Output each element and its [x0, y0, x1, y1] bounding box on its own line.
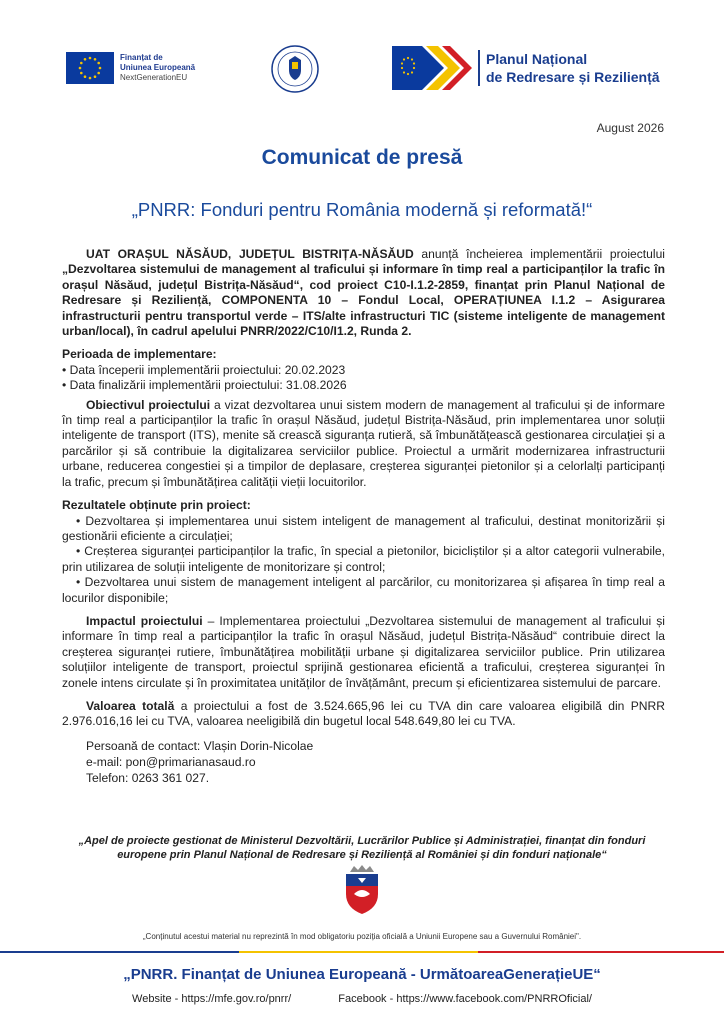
pnrr-logo: [392, 46, 660, 90]
results-item: • Dezvoltarea și implementarea unui sistem inteligent de management al traficului, destinat monitorizării și gestionării eficiente a circulației;: [62, 514, 665, 545]
pnrr-text-line1: Planul Național: [486, 51, 588, 67]
call-statement: „Apel de proiecte gestionat de Ministerul Dezvoltării, Lucrărilor Publice și Administrației, finanțat din fonduri europene prin Planul Național de Redresare și Reziliență al României și din fonduri naționale“: [78, 835, 646, 861]
page-title: Comunicat de presă: [261, 146, 463, 169]
government-crest-icon: [270, 44, 320, 94]
eu-text-line2: Uniunea Europeană: [120, 63, 196, 72]
intro-bold2: „Dezvoltarea sistemului de management al traficului și informare în timp real a participanților la trafic în orașul Năsăud, județul Bistrița-Năsăud“, cod proiect C10-I.1.2-2859, finanțat prin Planul Național de Redresare și Reziliență, COMPONENTA 10 – Fondul Local, OPERAȚIUNEA I.1.2 – Asigurarea infrastructurii pentru transportul verde – ITS/alte infrastructuri TIC (sisteme inteligente de management urban/local), în cadrul apelului PNRR/2022/C10/I1.2, Runda 2.: [62, 262, 665, 339]
objective-paragraph: [62, 398, 665, 490]
disclaimer-text: „Conținutul acestui material nu reprezintă în mod obligatoriu poziția oficială a Uniunii Europene sau a Guvernului României".: [142, 932, 582, 941]
contact-phone: Telefon: 0263 361 027.: [86, 770, 210, 785]
eu-flag-icon: [66, 52, 114, 84]
footer-facebook-link[interactable]: Facebook - https://www.facebook.com/PNRROficial/: [338, 993, 592, 1005]
value-bold: Valoarea totală: [86, 698, 175, 713]
intro-text1: anunță încheierea implementării proiectului: [413, 247, 665, 261]
eu-text-line1: Finanțat de: [120, 53, 163, 62]
intro-bold1: UAT ORAȘUL NĂSĂUD, JUDEȚUL BISTRIȚA-NĂSĂUD: [86, 247, 414, 261]
objective-text: a vizat dezvoltarea unui sistem modern de management al traficului și de informare în timp real a participanților la trafic în orașul Năsăud, județul Bistrița-Năsăud, prin implementarea unor soluții inteligente de transport (ITS), menite să crească siguranța rutieră, să îmbunătățească gestionarea circulației și a parcărilor și să contribuie la digitalizarea serviciilor publice. Proiectul a urmărit modernizarea infrastructurii urbane, reducerea congestiei și a timpilor de deplasare, creșterea siguranței pietonilor și a celorlalți participanți la trafic, precum și îmbunătățirea calității vieții locuitorilor.: [62, 397, 665, 489]
footer-website-link[interactable]: Website - https://mfe.gov.ro/pnrr/: [132, 993, 292, 1005]
header-logos: [0, 40, 724, 100]
footer-links: [0, 993, 724, 1005]
intro-paragraph: [62, 247, 665, 339]
eu-funding-logo: [66, 52, 195, 84]
contact-person: Persoană de contact: Vlașin Dorin-Nicolae: [86, 738, 314, 753]
impact-bold: Impactul proiectului: [86, 613, 203, 628]
results-item: • Creșterea siguranței participanților la trafic, în special a pietonilor, bicicliștilor și a altor categorii vulnerabile, prin utilizarea de soluții inteligente de monitorizare și control;: [62, 544, 665, 575]
period-item-end: • Data finalizării implementării proiectului: 31.08.2026: [62, 378, 665, 393]
page-subtitle: „PNRR: Fonduri pentru România modernă și reformată!“: [131, 199, 593, 220]
pnrr-text-line2: de Redresare și Reziliență: [486, 69, 660, 85]
pnrr-logo-text: [478, 50, 660, 86]
pnrr-flag-icon: [392, 46, 472, 90]
contact-block: [86, 738, 665, 786]
period-item-start: • Data începerii implementării proiectului: 20.02.2023: [62, 363, 665, 378]
tricolor-divider: [0, 951, 724, 953]
press-date: August 2026: [596, 121, 664, 135]
footer-title: „PNRR. Finanțat de Uniunea Europeană - UrmătoareaGenerațieUE“: [123, 966, 601, 983]
period-heading: Perioada de implementare:: [62, 347, 217, 362]
eu-funding-text: [120, 53, 195, 83]
contact-email[interactable]: e-mail: pon@primarianasaud.ro: [86, 754, 256, 769]
press-body: [62, 247, 665, 786]
eu-text-line3: NextGenerationEU: [120, 73, 188, 82]
objective-bold: Obiectivul proiectului: [86, 397, 211, 412]
impact-paragraph: [62, 614, 665, 691]
impact-text: – Implementarea proiectului „Dezvoltarea sistemului de management al traficului și informare în timp real a participanților la trafic în orașul Năsăud, județul Bistrița-Năsăud“ contribuie direct la creșterea siguranței rutiere, îmbunătățirea mobilității urbane și digitalizarea serviciilor publice. Prin utilizarea soluțiilor inteligente de transport, proiectul sprijină gestionarea eficientă a traficului, creșterea siguranței în zonele intens circulate și în proximitatea unităților de învățământ, precum și eficientizarea sistemului de parcare.: [62, 613, 665, 690]
town-coat-of-arms-icon: [342, 864, 382, 916]
value-paragraph: [62, 699, 665, 730]
results-item: • Dezvoltarea unui sistem de management inteligent al parcărilor, cu monitorizarea și afișarea în timp real a locurilor disponibile;: [62, 575, 665, 606]
results-heading: Rezultatele obținute prin proiect:: [62, 498, 251, 513]
value-text: a proiectului a fost de 3.524.665,96 lei cu TVA din care valoarea eligibilă din PNRR 2.976.016,16 lei cu TVA, valoarea neeligibilă din bugetul local 548.649,80 lei cu TVA.: [62, 698, 665, 729]
